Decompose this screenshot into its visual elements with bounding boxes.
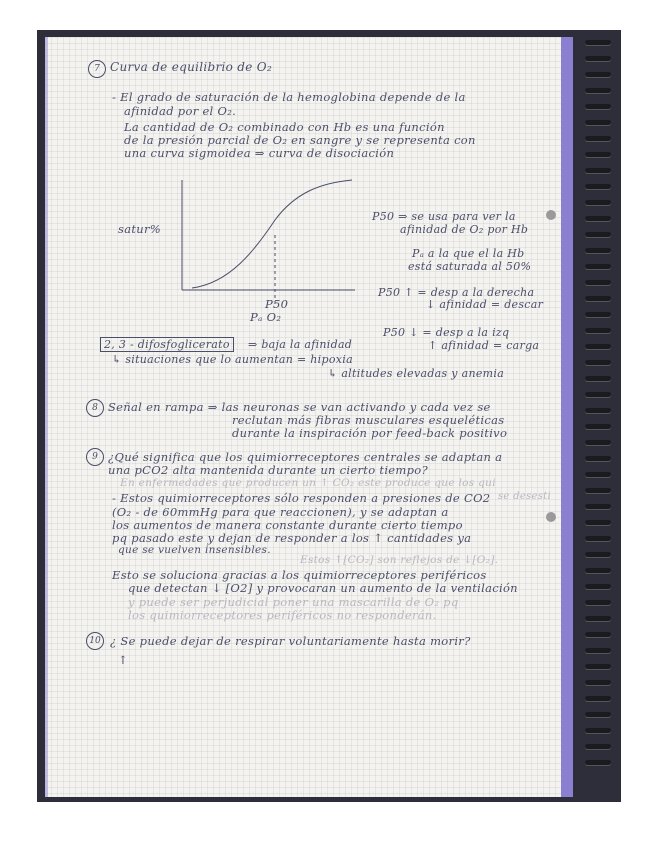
spiral-ring	[585, 712, 611, 717]
spiral-ring	[585, 744, 611, 749]
spiral-ring	[585, 696, 611, 701]
answer-marker: ↑	[118, 653, 128, 667]
y-axis-label: satur%	[118, 222, 162, 236]
spiral-ring	[585, 88, 611, 93]
x-axis-label: Pₐ O₂	[250, 310, 282, 324]
note-line: Esto se soluciona gracias a los quimiorreceptores periféricos	[112, 568, 487, 582]
dpg-box: 2, 3 - difosfoglicerato	[100, 337, 234, 352]
dissociation-curve-sketch	[170, 175, 360, 305]
spiral-ring	[585, 136, 611, 141]
question-number: 10	[86, 632, 104, 650]
spiral-ring	[585, 312, 611, 317]
spiral-ring	[585, 344, 611, 349]
punch-hole	[546, 210, 556, 220]
spiral-ring	[585, 264, 611, 269]
faint-note: En enfermedades que producen un ↑ CO₂ este produce que los qui	[120, 477, 496, 489]
p50-decrease: P50 ↓ = desp a la izq	[383, 326, 510, 339]
spiral-ring	[585, 56, 611, 61]
faint-note: los quimiorreceptores periféricos no responderán.	[128, 608, 437, 622]
question-text: ¿Qué significa que los quimiorreceptores centrales se adaptan a	[108, 450, 503, 464]
spiral-ring	[585, 456, 611, 461]
spiral-ring	[585, 680, 611, 685]
spiral-ring	[585, 184, 611, 189]
question-number: 7	[88, 60, 106, 78]
spiral-ring	[585, 504, 611, 509]
note-line: afinidad por el O₂.	[124, 104, 237, 118]
p50-decrease: ↑ afinidad = carga	[428, 339, 540, 352]
spiral-ring	[585, 728, 611, 733]
faint-note: y puede ser perjudicial poner una mascarilla de O₂ pq	[128, 595, 459, 609]
spiral-ring	[585, 360, 611, 365]
note-line: durante la inspiración por feed-back positivo	[232, 426, 508, 440]
note-line: pq pasado este y dejan de responder a los ↑ cantidades ya	[112, 531, 472, 545]
spiral-ring	[585, 616, 611, 621]
spiral-ring	[585, 40, 611, 45]
note-line: La cantidad de O₂ combinado con Hb es una función	[124, 120, 445, 134]
p50-note: afinidad de O₂ por Hb	[400, 223, 529, 236]
note-line: que detectan ↓ [O2] y provocaran un aumento de la ventilación	[128, 581, 518, 595]
sigmoid-curve	[192, 180, 352, 288]
spiral-ring	[585, 200, 611, 205]
situations-note: ↳ situaciones que lo aumentan = hipoxia	[112, 353, 353, 366]
spiral-ring	[585, 632, 611, 637]
spiral-ring	[585, 440, 611, 445]
spiral-ring	[585, 152, 611, 157]
section-title: Curva de equilibrio de O₂	[110, 60, 273, 74]
spiral-binding	[581, 40, 611, 780]
spiral-ring	[585, 488, 611, 493]
spiral-ring	[585, 296, 611, 301]
note-line: una curva sigmoidea ⇒ curva de disociación	[124, 146, 395, 160]
spiral-ring	[585, 376, 611, 381]
spiral-ring	[585, 760, 611, 765]
punch-hole	[546, 512, 556, 522]
spiral-ring	[585, 520, 611, 525]
note-line: - Estos quimiorreceptores sólo responden a presiones de CO2	[112, 491, 491, 505]
spiral-ring	[585, 328, 611, 333]
spiral-ring	[585, 584, 611, 589]
p50-note: está saturada al 50%	[408, 260, 532, 273]
faint-note: se desesti	[498, 491, 551, 502]
notebook-edge	[561, 37, 573, 797]
spiral-ring	[585, 600, 611, 605]
spiral-ring	[585, 392, 611, 397]
p50-increase: ↓ afinidad = descar	[426, 298, 544, 311]
note-line: reclutan más fibras musculares esqueléticas	[232, 413, 505, 427]
note-line: - El grado de saturación de la hemoglobina depende de la	[112, 90, 466, 104]
spiral-ring	[585, 472, 611, 477]
spiral-ring	[585, 168, 611, 173]
spiral-ring	[585, 664, 611, 669]
spiral-ring	[585, 568, 611, 573]
situations-note: ↳ altitudes elevadas y anemia	[328, 367, 505, 380]
spiral-ring	[585, 72, 611, 77]
spiral-ring	[585, 536, 611, 541]
question-text: ¿ Se puede dejar de respirar voluntariamente hasta morir?	[110, 634, 471, 648]
spiral-ring	[585, 424, 611, 429]
spiral-ring	[585, 408, 611, 413]
page-margin	[45, 37, 48, 797]
p50-increase: P50 ↑ = desp a la derecha	[378, 286, 535, 299]
spiral-ring	[585, 216, 611, 221]
question-number: 9	[86, 448, 104, 466]
note-line: Señal en rampa ⇒ las neuronas se van activando y cada vez se	[108, 400, 491, 414]
note-line: que se vuelven insensibles.	[118, 544, 271, 556]
x-tick-label: P50	[265, 297, 289, 311]
spiral-ring	[585, 120, 611, 125]
note-line: de la presión parcial de O₂ en sangre y se representa con	[124, 133, 476, 147]
spiral-ring	[585, 648, 611, 653]
question-number: 8	[86, 399, 104, 417]
p50-note: P50 ⇒ se usa para ver la	[372, 210, 516, 223]
spiral-ring	[585, 104, 611, 109]
spiral-ring	[585, 248, 611, 253]
question-text: una pCO2 alta mantenida durante un cierto tiempo?	[108, 463, 428, 477]
spiral-ring	[585, 232, 611, 237]
note-line: los aumentos de manera constante durante cierto tiempo	[112, 518, 463, 532]
note-line: (O₂ - de 60mmHg para que reaccionen), y se adaptan a	[112, 505, 449, 519]
dpg-note: ⇒ baja la afinidad	[248, 338, 353, 351]
spiral-ring	[585, 280, 611, 285]
spiral-ring	[585, 552, 611, 557]
p50-note: Pₐ a la que el la Hb	[412, 247, 525, 260]
faint-note: Estos ↑[CO₂] son reflejos de ↓[O₂].	[300, 554, 499, 566]
